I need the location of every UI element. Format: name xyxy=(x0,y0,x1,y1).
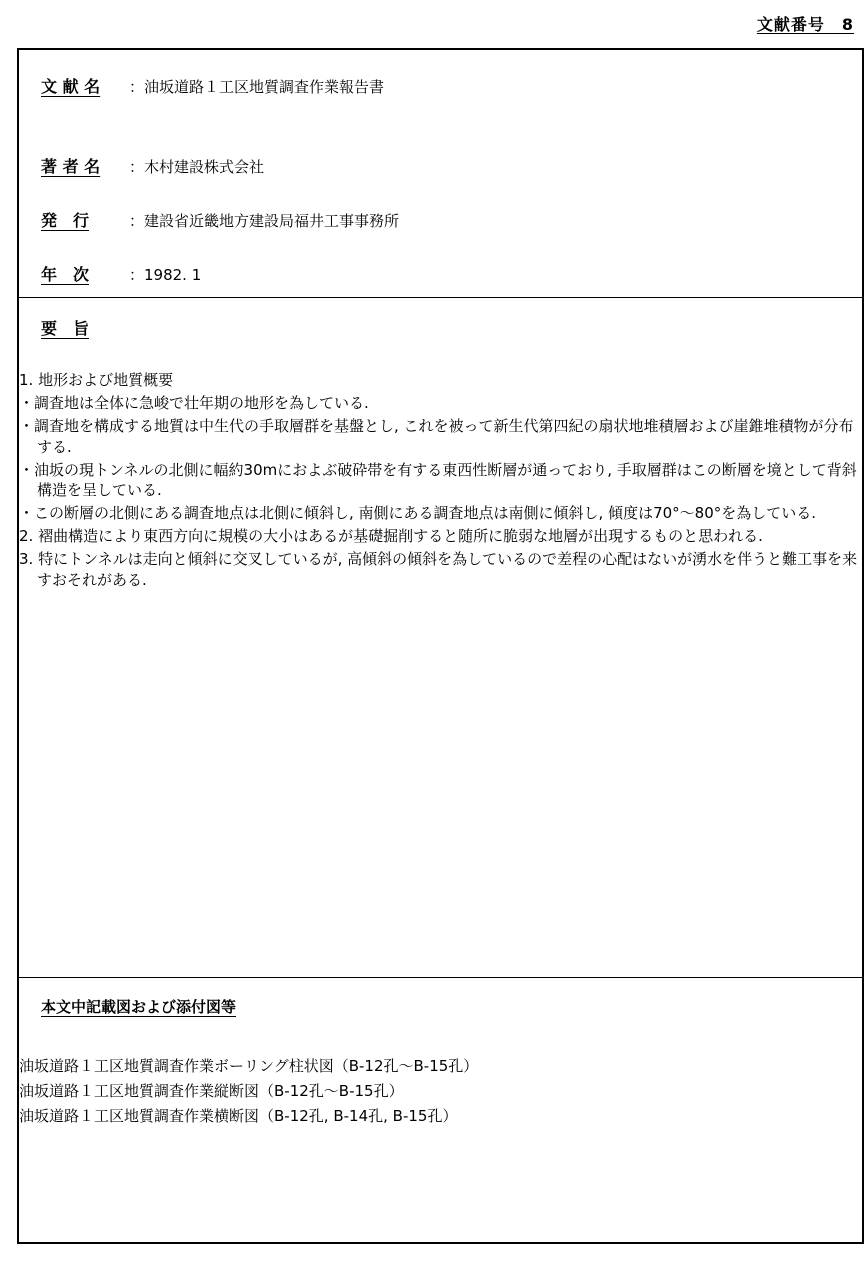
year-label: 年 次 xyxy=(41,265,90,284)
figures-list xyxy=(19,1054,478,1129)
title-value: ：油坂道路１工区地質調査作業報告書 xyxy=(129,78,385,96)
year-value: ：1982. 1 xyxy=(129,266,202,284)
summary-paragraph: ・この断層の北側にある調査地点は北側に傾斜し, 南側にある調査地点は南側に傾斜し, 傾度は70°～80°を為している. xyxy=(19,504,817,522)
publisher-value: ：建設省近畿地方建設局福井工事事務所 xyxy=(129,212,400,230)
figure-item: 油坂道路１工区地質調査作業ボーリング柱状図（B-12孔～B-15孔） xyxy=(19,1057,479,1075)
figure-item: 油坂道路１工区地質調査作業横断図（B-12孔, B-14孔, B-15孔） xyxy=(19,1107,458,1125)
title-row xyxy=(41,74,384,97)
summary-paragraph: ・調査地は全体に急峻で壮年期の地形を為している. xyxy=(19,394,369,412)
summary-body xyxy=(19,370,858,593)
figures-heading: 本文中記載図および添付図等 xyxy=(41,998,237,1016)
summary-paragraph: 3. 特にトンネルは走向と傾斜に交叉しているが, 高傾斜の傾斜を為しているので差程の心配はないが湧水を伴うと難工事を来すおそれがある. xyxy=(19,550,858,589)
summary-heading: 要 旨 xyxy=(41,319,90,338)
summary-paragraph: 1. 地形および地質概要 xyxy=(19,371,174,389)
document-number: 文献番号 8 xyxy=(756,15,854,34)
author-row xyxy=(41,154,264,177)
summary-paragraph: ・油坂の現トンネルの北側に幅約30mにおよぶ破砕帯を有する東西性断層が通っており, 手取層群はこの断層を境として背斜構造を呈している. xyxy=(19,460,857,499)
summary-section xyxy=(19,298,862,978)
title-label: 文 献 名 xyxy=(41,77,101,96)
publisher-label: 発 行 xyxy=(41,211,90,230)
metadata-section xyxy=(19,50,862,298)
summary-paragraph: 2. 褶曲構造により東西方向に規模の大小はあるが基礎掘削すると随所に脆弱な地層が出現するものと思われる. xyxy=(19,527,763,545)
author-value: ：木村建設株式会社 xyxy=(129,158,265,176)
summary-paragraph: ・調査地を構成する地質は中生代の手取層群を基盤とし, これを被って新生代第四紀の扇状地堆積層および崖錐堆積物が分布する. xyxy=(19,417,854,456)
author-label: 著 者 名 xyxy=(41,157,101,176)
figures-section xyxy=(19,978,862,1242)
document-frame xyxy=(17,48,864,1244)
figure-item: 油坂道路１工区地質調査作業縦断図（B-12孔～B-15孔） xyxy=(19,1082,404,1100)
publisher-row xyxy=(41,208,399,231)
year-row xyxy=(41,262,201,285)
